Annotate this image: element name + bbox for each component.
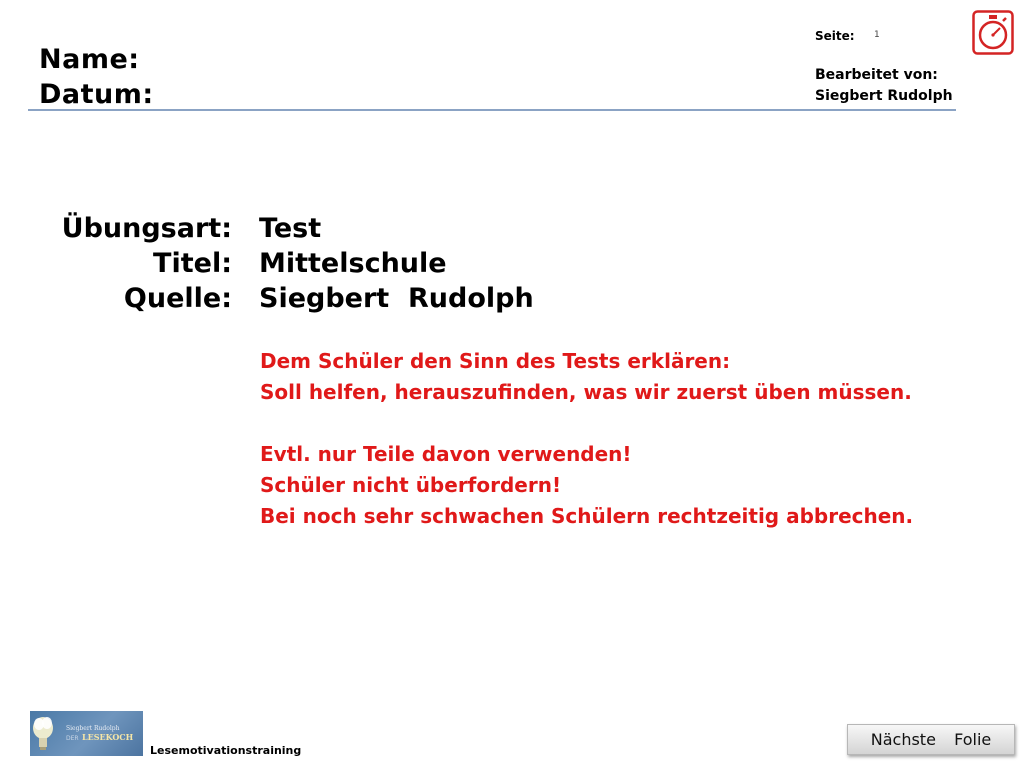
stopwatch-icon[interactable]: [972, 10, 1014, 55]
edited-by-label: Bearbeitet von:: [815, 67, 938, 83]
header-divider: [28, 109, 956, 111]
instruction-line: Evtl. nur Teile davon verwenden!: [260, 442, 632, 466]
exercise-meta: [60, 211, 534, 316]
page-number: 1: [874, 30, 880, 40]
next-slide-button[interactable]: [847, 724, 1015, 755]
logo-name: Siegbert Rudolph: [66, 725, 120, 732]
name-label: Name:: [39, 44, 140, 75]
title-label: Titel:: [153, 248, 232, 279]
exercise-type-label: Übungsart:: [61, 213, 232, 244]
instruction-line: Bei noch sehr schwachen Schülern rechtzeitig abbrechen.: [260, 504, 914, 528]
logo-brand-prefix: DER: [66, 735, 79, 742]
page-label: Seite:: [815, 29, 855, 43]
footer-label: Lesemotivationstraining: [150, 744, 302, 757]
source-value: Siegbert Rudolph: [259, 283, 534, 314]
source-label: Quelle:: [123, 283, 232, 314]
teacher-instructions: [260, 346, 913, 532]
lesekoch-logo: [30, 711, 143, 756]
title-value: Mittelschule: [259, 248, 447, 279]
datum-label: Datum:: [39, 79, 154, 110]
logo-brand: LESEKOCH: [82, 732, 134, 742]
instruction-line: Dem Schüler den Sinn des Tests erklären:: [260, 349, 731, 373]
next-slide-label: Nächste Folie: [870, 730, 992, 749]
instruction-line: Schüler nicht überfordern!: [260, 473, 562, 497]
edited-by-name: Siegbert Rudolph: [815, 88, 953, 104]
instruction-line: Soll helfen, herauszufinden, was wir zuerst üben müssen.: [260, 380, 912, 404]
exercise-type-value: Test: [259, 213, 322, 244]
